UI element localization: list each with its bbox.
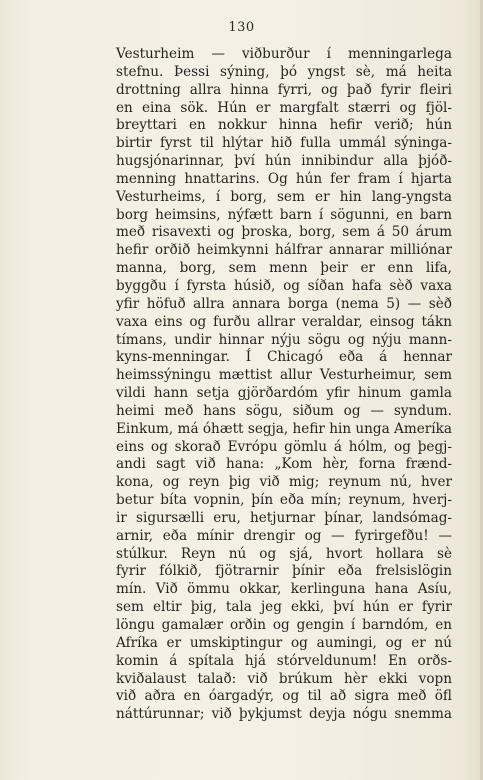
text-line: með risavexti og þroska, borg, sem á 50 árum	[116, 224, 452, 241]
text-line: menning hnattarins. Og hún fer fram í hjarta	[116, 170, 452, 187]
text-line: hugsjónarinnar, því hún innibindur alla þjóð-	[116, 153, 452, 170]
text-line: fyrir fólkið, fjötrarnir þínir eða frelsislögin	[116, 563, 452, 580]
text-line: Vesturheims, í borg, sem er hin lang-yngsta	[116, 188, 452, 205]
text-line: yfir höfuð allra annara borga (nema 5) — sèð	[116, 295, 452, 312]
text-line: heimi með hans sögu, siðum og — syndum.	[116, 402, 452, 419]
text-line: vaxa eins og furðu allrar veraldar, einsog tákn	[116, 313, 452, 330]
text-line: manna, borg, sem menn þeir er enn lifa,	[116, 260, 452, 277]
text-line: arnir, eða mínir drengir og — fyrirgefðu! —	[116, 527, 452, 544]
text-line: Afríka er umskiptingur og aumingi, og er nú	[116, 634, 452, 651]
text-line: en eina sök. Hún er margfalt stærri og fjöl-	[116, 99, 452, 116]
text-line: birtir fyrst til hlýtar hið fulla ummál sýninga-	[116, 135, 452, 152]
text-line: betur bíta vopnin, þín eða mín; reynum, hverj-	[116, 492, 452, 509]
text-line: hefir orðið heimkynni hálfrar annarar milliónar	[116, 242, 452, 259]
text-line: kviðalaust talað: við brúkum hèr ekki vopn	[116, 670, 452, 687]
text-line: Einkum, má óhætt segja, hefir hin unga Ameríka	[116, 420, 452, 437]
text-line: náttúrunnar; við þykjumst deyja nógu snemma	[116, 706, 452, 723]
text-line: sem eltir þig, tala jeg ekki, því hún er fyrir	[116, 599, 452, 616]
text-line: ir sigursælli eru, hetjurnar þínar, landsómag-	[116, 509, 452, 526]
text-line: kyns-menningar. Í Chicagó eða á hennar	[116, 349, 452, 366]
body-text	[116, 46, 452, 724]
text-line: borg heimsins, nýfætt barn í sögunni, en barn	[116, 206, 452, 223]
text-line: stefnu. Þessi sýning, þó yngst sè, má heita	[116, 63, 452, 80]
text-line: eins og skorað Evrópu gömlu á hólm, og þegj-	[116, 438, 452, 455]
text-line: andi sagt við hana: „Kom hèr, forna frænd-	[116, 456, 452, 473]
text-line: komin á spítala hjá stórveldunum! En orðs-	[116, 652, 452, 669]
page-number: 130	[228, 20, 255, 35]
text-line: heimssýningu mættist allur Vesturheimur, sem	[116, 367, 452, 384]
text-line: löngu gamalær orðin og gengin í barndóm, en	[116, 617, 452, 633]
text-line: drottning allra hinna fyrri, og það fyrir fleiri	[116, 81, 452, 98]
text-line: tímans, undir hinnar nýju sögu og nýju mann-	[116, 331, 452, 348]
text-line: byggðu í fyrsta húsið, og síðan hafa sèð vaxa	[116, 277, 452, 294]
text-line: mín. Við ömmu okkar, kerlinguna hana Asíu,	[116, 581, 452, 598]
text-line: breyttari en nokkur hinna hefir verið; hún	[116, 117, 452, 134]
text-line: stúlkur. Reyn nú og sjá, hvort hollara sè	[116, 545, 452, 562]
text-line: við aðra en óargadýr, og til að sigra með öfl	[116, 688, 452, 705]
text-line: kona, og reyn þig við mig; reynum nú, hver	[116, 474, 452, 491]
text-line: vildi hann setja gjörðardóm yfir hinum gamla	[116, 385, 452, 402]
text-line: Vesturheim — viðburður í menningarlega	[116, 46, 452, 62]
